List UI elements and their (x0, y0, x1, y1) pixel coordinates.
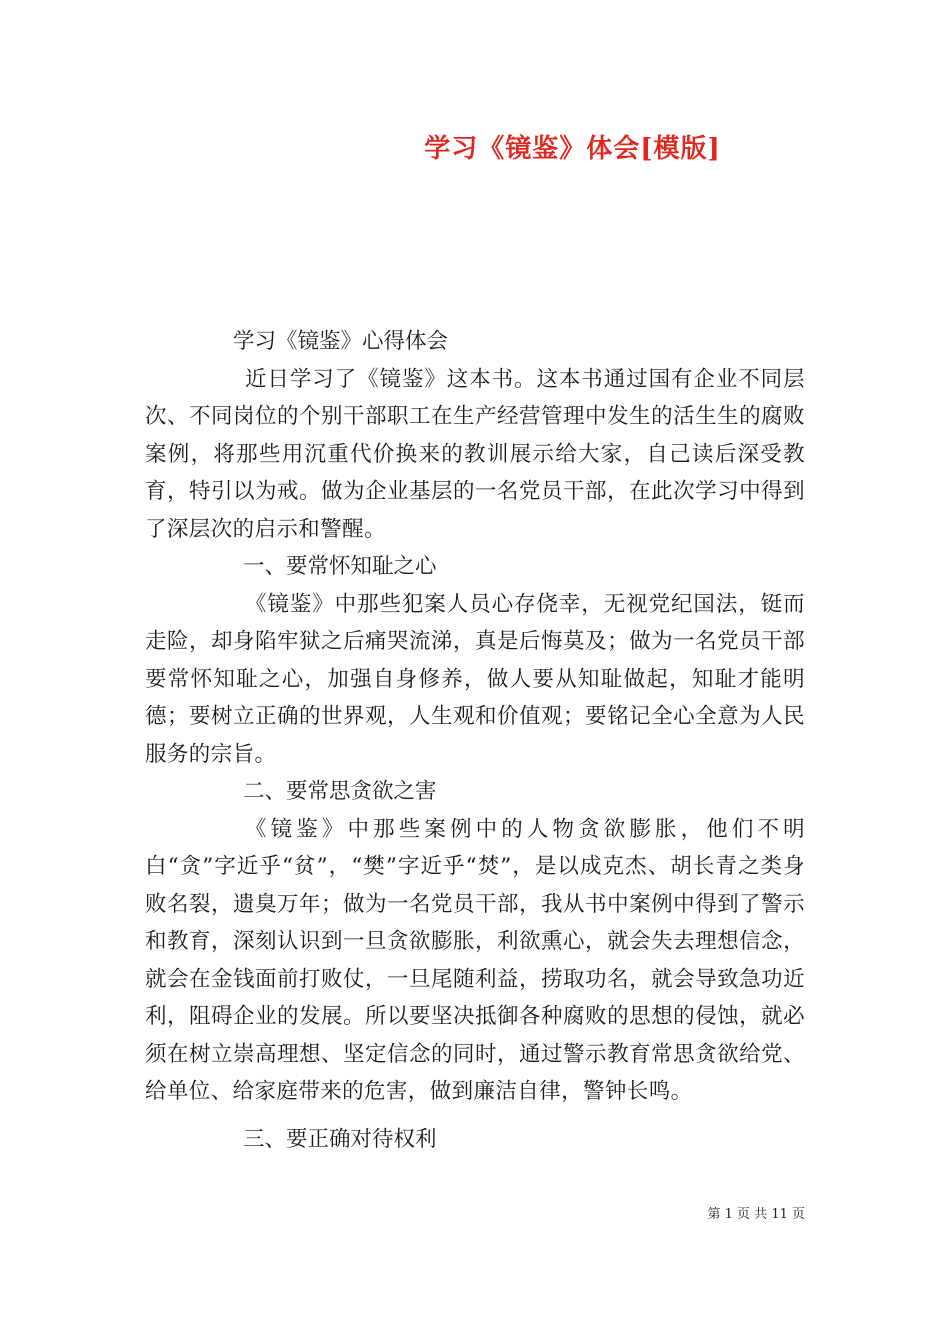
page-number-footer: 第 1 页 共 11 页 (707, 1207, 805, 1222)
document-title: 学习《镜鉴》体会[模版] (424, 134, 721, 164)
intro-paragraph: 近日学习了《镜鉴》这本书。这本书通过国有企业不同层次、不同岗位的个别干部职工在生产经营管理中发生的活生生的腐败案例，将那些用沉重代价换来的教训展示给大家，自己读后深受教育，特引以为戒。做为企业基层的一名党员干部，在此次学习中得到了深层次的启示和警醒。 (145, 366, 805, 542)
section-heading-1: 一、要常怀知耻之心 (243, 554, 437, 579)
section-paragraph-1: 《镜鉴》中那些犯案人员心存侥幸，无视党纪国法，铤而走险，却身陷牢狱之后痛哭流涕，真是后悔莫及；做为一名党员干部要常怀知耻之心，加强自身修养，做人要从知耻做起，知耻才能明德；要树立正确的世界观，人生观和价值观；要铭记全心全意为人民服务的宗旨。 (145, 591, 805, 767)
document-body (145, 323, 805, 1158)
document-subtitle: 学习《镜鉴》心得体会 (233, 329, 449, 354)
section-paragraph-2: 《镜鉴》中那些案例中的人物贪欲膨胀，他们不明白“贪”字近乎“贫”，“樊”字近乎“焚”，是以成克杰、胡长青之类身败名裂，遗臭万年；做为一名党员干部，我从书中案例中得到了警示和教育，深刻认识到一旦贪欲膨胀，利欲熏心，就会失去理想信念，就会在金钱面前打败仗，一旦尾随利益，捞取功名，就会导致急功近利，阻碍企业的发展。所以要坚决抵御各种腐败的思想的侵蚀，就必须在树立崇高理想、坚定信念的同时，通过警示教育常思贪欲给党、给单位、给家庭带来的危害，做到廉洁自律，警钟长鸣。 (145, 816, 805, 1104)
section-heading-3: 三、要正确对待权利 (243, 1126, 437, 1152)
section-heading-2: 二、要常思贪欲之害 (243, 779, 437, 804)
